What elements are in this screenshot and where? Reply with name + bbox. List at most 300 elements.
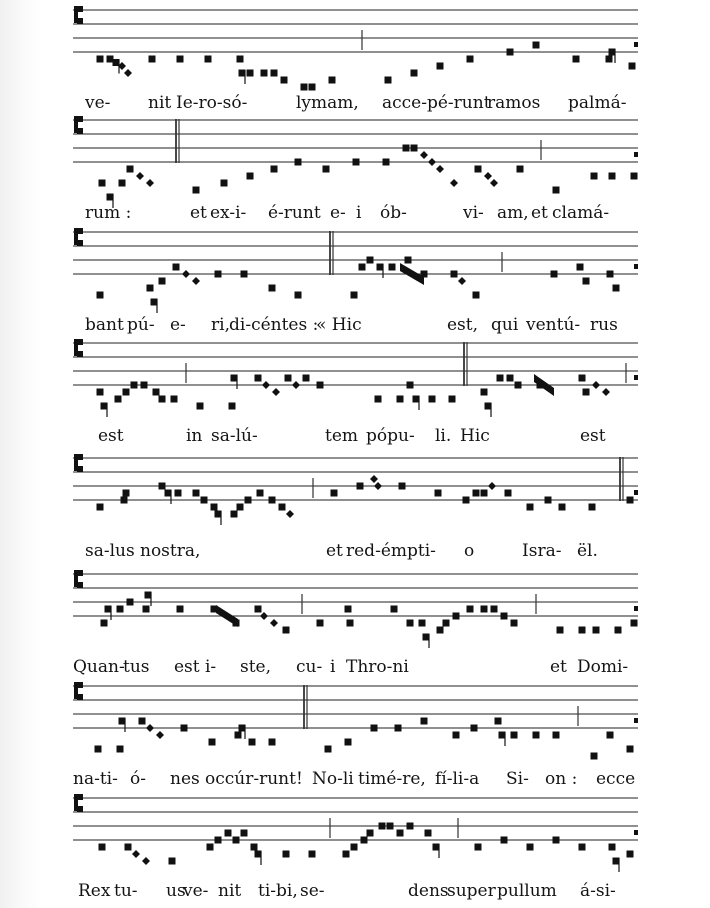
rhombus-neume — [272, 388, 280, 396]
rhombus-neume — [428, 158, 436, 166]
c-clef-icon — [74, 570, 83, 588]
c-clef-icon — [74, 794, 83, 812]
punctum-neume — [117, 746, 124, 753]
punctum-neume — [579, 844, 586, 851]
punctum-neume — [399, 483, 406, 490]
punctum-neume — [527, 504, 534, 511]
punctum-neume — [435, 490, 442, 497]
rhombus-neume — [602, 388, 610, 396]
punctum-neume — [251, 844, 258, 851]
punctum-neume — [173, 264, 180, 271]
punctum-neume — [353, 159, 360, 166]
lyric-syllable: Rex — [78, 881, 111, 901]
punctum-neume — [533, 732, 540, 739]
punctum-neume — [271, 70, 278, 77]
punctum-neume — [343, 851, 350, 858]
punctum-neume — [453, 732, 460, 739]
rhombus-neume — [370, 475, 378, 483]
punctum-neume — [97, 504, 104, 511]
punctum-neume — [421, 718, 428, 725]
punctum-neume — [577, 264, 584, 271]
rhombus-neume — [260, 612, 268, 620]
punctum-neume — [361, 837, 368, 844]
punctum-neume — [309, 84, 316, 91]
rhombus-neume — [292, 381, 300, 389]
punctum-neume — [159, 278, 166, 285]
lyric-syllable: Quan- — [73, 657, 125, 677]
punctum-neume — [606, 56, 613, 63]
punctum-neume — [257, 490, 264, 497]
punctum-neume — [237, 504, 244, 511]
punctum-neume — [627, 851, 634, 858]
lyric-syllable: sa-lus — [85, 541, 135, 561]
punctum-neume — [99, 844, 106, 851]
punctum-neume — [383, 159, 390, 166]
lyric-syllable: ó- — [130, 769, 146, 789]
punctum-neume — [481, 606, 488, 613]
punctum-neume — [255, 375, 262, 382]
lyric-syllable: tu- — [114, 881, 138, 901]
punctum-neume — [375, 396, 382, 403]
punctum-neume — [121, 497, 128, 504]
punctum-neume — [397, 396, 404, 403]
punctum-neume — [211, 504, 218, 511]
punctum-neume — [497, 375, 504, 382]
punctum-neume — [209, 739, 216, 746]
punctum-neume — [405, 257, 412, 264]
punctum-neume — [467, 56, 474, 63]
lyric-syllable: cu- — [296, 657, 323, 677]
punctum-neume — [279, 504, 286, 511]
lyric-syllable: Hic — [460, 426, 490, 446]
punctum-neume — [501, 613, 508, 620]
rhombus-neume — [458, 277, 466, 285]
rhombus-neume — [374, 482, 382, 490]
lyric-syllable: é-runt — [268, 203, 321, 223]
punctum-neume — [149, 56, 156, 63]
lyric-syllable: bant — [85, 315, 124, 335]
punctum-neume — [193, 490, 200, 497]
lyric-syllable: fí-li-a — [435, 769, 480, 789]
punctum-neume — [197, 403, 204, 410]
lyric-syllable: et — [550, 657, 567, 677]
punctum-neume — [551, 271, 558, 278]
punctum-neume — [387, 823, 394, 830]
lyric-syllable: et — [531, 203, 548, 223]
lyric-syllable: ób- — [380, 203, 407, 223]
punctum-neume — [591, 753, 598, 760]
lyric-syllable: Domi- — [577, 657, 629, 677]
punctum-neume — [411, 70, 418, 77]
lyric-syllable: Si- — [506, 769, 529, 789]
punctum-neume — [99, 180, 106, 187]
punctum-neume — [119, 180, 126, 187]
punctum-neume — [131, 382, 138, 389]
punctum-neume — [481, 389, 488, 396]
punctum-neume — [317, 382, 324, 389]
lyric-syllable: i — [330, 657, 336, 677]
lyric-syllable: pú- — [127, 315, 155, 335]
punctum-neume — [385, 77, 392, 84]
punctum-neume — [215, 271, 222, 278]
lyric-syllable: Ie-ro-só- — [176, 93, 248, 113]
punctum-neume — [533, 42, 540, 49]
punctum-neume — [231, 511, 238, 518]
lyric-syllable: ël. — [577, 541, 598, 561]
punctum-neume — [467, 606, 474, 613]
c-clef-icon — [74, 116, 83, 134]
lyric-syllable: occúr-runt! — [205, 769, 303, 789]
lyric-syllable: i- — [205, 657, 217, 677]
punctum-neume — [615, 627, 622, 634]
lyric-syllable: tus — [123, 657, 150, 677]
lyric-syllable: et — [326, 541, 343, 561]
rhombus-neume — [450, 179, 458, 187]
punctum-neume — [241, 830, 248, 837]
punctum-neume — [407, 823, 414, 830]
punctum-neume — [241, 271, 248, 278]
punctum-neume — [443, 620, 450, 627]
punctum-neume — [557, 627, 564, 634]
lyric-syllable: dens — [408, 881, 449, 901]
punctum-neume — [463, 497, 470, 504]
lyric-syllable: est, — [447, 315, 479, 335]
punctum-neume — [511, 620, 518, 627]
lyric-syllable: nit — [148, 93, 172, 113]
punctum-neume — [301, 84, 308, 91]
lyric-syllable: est — [98, 426, 124, 446]
rhombus-neume — [420, 151, 428, 159]
lyric-syllable: timé-re, — [358, 769, 426, 789]
punctum-neume — [201, 497, 208, 504]
rhombus-neume — [592, 381, 600, 389]
punctum-neume — [579, 627, 586, 634]
rhombus-neume — [146, 724, 154, 732]
lyric-syllable: o — [464, 541, 475, 561]
punctum-neume — [359, 264, 366, 271]
punctum-neume — [419, 620, 426, 627]
punctum-neume — [425, 830, 432, 837]
lyric-syllable: ve- — [183, 881, 209, 901]
lyric-syllable: super — [447, 881, 496, 901]
lyric-syllable: vi- — [463, 203, 484, 223]
lyric-syllable: pullum — [497, 881, 557, 901]
custos-mark — [634, 152, 638, 157]
punctum-neume — [175, 490, 182, 497]
lyric-syllable: i — [356, 203, 362, 223]
punctum-neume — [573, 56, 580, 63]
rhombus-neume — [182, 270, 190, 278]
punctum-neume — [507, 49, 514, 56]
punctum-neume — [345, 739, 352, 746]
lyric-syllable: Isra- — [522, 541, 562, 561]
staff-system — [73, 6, 638, 91]
punctum-neume — [403, 145, 410, 152]
lyric-syllable: palmá- — [568, 93, 627, 113]
custos-mark — [634, 42, 638, 47]
lyric-syllable: á-si- — [580, 881, 616, 901]
rhombus-neume — [262, 381, 270, 389]
custos-mark — [634, 490, 638, 495]
punctum-neume — [449, 396, 456, 403]
punctum-neume — [473, 292, 480, 299]
punctum-neume — [309, 851, 316, 858]
punctum-neume — [371, 725, 378, 732]
punctum-neume — [471, 725, 478, 732]
punctum-neume — [207, 844, 214, 851]
punctum-neume — [285, 375, 292, 382]
punctum-neume — [407, 620, 414, 627]
rhombus-neume — [136, 172, 144, 180]
custos-mark — [634, 718, 638, 723]
punctum-neume — [473, 490, 480, 497]
punctum-neume — [583, 278, 590, 285]
punctum-neume — [283, 851, 290, 858]
punctum-neume — [181, 725, 188, 732]
punctum-neume — [95, 746, 102, 753]
punctum-neume — [123, 389, 130, 396]
punctum-neume — [281, 77, 288, 84]
rhombus-neume — [142, 857, 150, 865]
punctum-neume — [97, 389, 104, 396]
lyric-syllable: « Hic — [316, 315, 362, 335]
lyric-syllable: li. — [435, 426, 452, 446]
punctum-neume — [429, 396, 436, 403]
punctum-neume — [139, 718, 146, 725]
punctum-neume — [553, 837, 560, 844]
punctum-neume — [247, 173, 254, 180]
punctum-neume — [627, 497, 634, 504]
punctum-neume — [451, 271, 458, 278]
lyric-syllable: tem — [325, 426, 359, 446]
punctum-neume — [559, 504, 566, 511]
rhombus-neume — [124, 69, 132, 77]
punctum-neume — [295, 292, 302, 299]
punctum-neume — [177, 56, 184, 63]
punctum-neume — [505, 490, 512, 497]
punctum-neume — [579, 375, 586, 382]
custos-mark — [634, 830, 638, 835]
lyric-syllable: rus — [590, 315, 618, 335]
c-clef-icon — [74, 6, 83, 24]
punctum-neume — [205, 56, 212, 63]
punctum-neume — [357, 483, 364, 490]
lyric-syllable: ste, — [240, 657, 272, 677]
punctum-neume — [171, 396, 178, 403]
lyric-syllable: se- — [300, 881, 325, 901]
punctum-neume — [631, 173, 638, 180]
lyric-syllable: e- — [170, 315, 186, 335]
punctum-neume — [117, 606, 124, 613]
staff-system — [73, 570, 638, 648]
staff-system — [73, 116, 638, 208]
lyric-syllable: qui — [491, 315, 519, 335]
lyric-syllable: Thro-ni — [346, 657, 409, 677]
punctum-neume — [107, 56, 114, 63]
punctum-neume — [475, 844, 482, 851]
punctum-neume — [143, 606, 150, 613]
punctum-neume — [169, 858, 176, 865]
c-clef-icon — [74, 682, 83, 700]
lyric-syllable: in — [186, 426, 203, 446]
punctum-neume — [507, 375, 514, 382]
punctum-neume — [97, 292, 104, 299]
punctum-neume — [235, 732, 242, 739]
lyric-syllable: e- — [330, 203, 346, 223]
custos-mark — [634, 375, 638, 380]
punctum-neume — [159, 396, 166, 403]
lyric-syllable: na-ti- — [73, 769, 118, 789]
lyric-syllable: on : — [545, 769, 578, 789]
punctum-neume — [245, 497, 252, 504]
rhombus-neume — [146, 179, 154, 187]
punctum-neume — [225, 830, 232, 837]
punctum-neume — [345, 606, 352, 613]
staff-system — [73, 228, 638, 313]
punctum-neume — [269, 497, 276, 504]
punctum-neume — [159, 483, 166, 490]
punctum-neume — [395, 725, 402, 732]
c-clef-icon — [74, 228, 83, 246]
punctum-neume — [553, 187, 560, 194]
punctum-neume — [491, 606, 498, 613]
lyric-syllable: ramos — [487, 93, 541, 113]
punctum-neume — [331, 490, 338, 497]
punctum-neume — [215, 837, 222, 844]
lyric-syllable: ve- — [85, 93, 111, 113]
staff-system — [73, 454, 638, 525]
punctum-neume — [247, 70, 254, 77]
c-clef-icon — [74, 339, 83, 357]
punctum-neume — [283, 627, 290, 634]
punctum-neume — [397, 830, 404, 837]
punctum-neume — [325, 746, 332, 753]
lyric-syllable: nit — [218, 881, 242, 901]
punctum-neume — [261, 70, 268, 77]
punctum-neume — [115, 396, 122, 403]
punctum-neume — [481, 490, 488, 497]
punctum-neume — [97, 56, 104, 63]
punctum-neume — [609, 844, 616, 851]
punctum-neume — [627, 746, 634, 753]
punctum-neume — [389, 264, 396, 271]
punctum-neume — [589, 504, 596, 511]
lyric-syllable: clamá- — [552, 203, 610, 223]
lyric-syllable: sa-lú- — [211, 426, 258, 446]
punctum-neume — [269, 285, 276, 292]
punctum-neume — [141, 382, 148, 389]
punctum-neume — [351, 844, 358, 851]
lyric-syllable: di-céntes : — [229, 315, 319, 335]
punctum-neume — [379, 823, 386, 830]
lyric-syllable: nes — [170, 769, 200, 789]
punctum-neume — [367, 257, 374, 264]
punctum-neume — [271, 166, 278, 173]
punctum-neume — [147, 285, 154, 292]
rhombus-neume — [132, 850, 140, 858]
punctum-neume — [295, 159, 302, 166]
rhombus-neume — [270, 619, 278, 627]
lyric-syllable: ri, — [211, 315, 230, 335]
punctum-neume — [229, 403, 236, 410]
punctum-neume — [437, 63, 444, 70]
lyric-syllable: red-émpti- — [346, 541, 436, 561]
lyric-syllable: rum : — [85, 203, 132, 223]
rhombus-neume — [192, 277, 200, 285]
custos-mark — [634, 264, 638, 269]
lyric-syllable: est — [580, 426, 606, 446]
lyric-syllable: ventú- — [526, 315, 581, 335]
staff-system — [73, 339, 638, 417]
punctum-neume — [411, 145, 418, 152]
rhombus-neume — [488, 482, 496, 490]
rhombus-neume — [436, 165, 444, 173]
punctum-neume — [609, 173, 616, 180]
punctum-neume — [329, 77, 336, 84]
punctum-neume — [511, 732, 518, 739]
lyric-syllable: am, — [497, 203, 529, 223]
rhombus-neume — [484, 172, 492, 180]
staff-system — [73, 794, 638, 872]
lyric-syllable: et — [190, 203, 207, 223]
punctum-neume — [613, 285, 620, 292]
punctum-neume — [367, 830, 374, 837]
punctum-neume — [347, 620, 354, 627]
lyric-syllable: acce-pé-runt — [382, 93, 491, 113]
punctum-neume — [249, 739, 256, 746]
punctum-neume — [127, 599, 134, 606]
punctum-neume — [323, 166, 330, 173]
punctum-neume — [607, 271, 614, 278]
punctum-neume — [527, 844, 534, 851]
punctum-neume — [515, 382, 522, 389]
punctum-neume — [583, 389, 590, 396]
punctum-neume — [255, 606, 262, 613]
c-clef-icon — [74, 454, 83, 472]
punctum-neume — [517, 166, 524, 173]
punctum-neume — [233, 837, 240, 844]
lyric-syllable: ti-bi, — [258, 881, 298, 901]
punctum-neume — [237, 56, 244, 63]
punctum-neume — [193, 187, 200, 194]
punctum-neume — [553, 732, 560, 739]
lyric-syllable: ex-i- — [210, 203, 247, 223]
punctum-neume — [407, 382, 414, 389]
punctum-neume — [495, 718, 502, 725]
lyric-syllable: nostra, — [140, 541, 201, 561]
lyric-syllable: lymam, — [296, 93, 359, 113]
punctum-neume — [153, 389, 160, 396]
punctum-neume — [607, 732, 614, 739]
punctum-neume — [593, 627, 600, 634]
punctum-neume — [631, 620, 638, 627]
rhombus-neume — [156, 731, 164, 739]
punctum-neume — [351, 292, 358, 299]
lyric-syllable: ecce — [596, 769, 636, 789]
punctum-neume — [317, 620, 324, 627]
punctum-neume — [629, 63, 636, 70]
punctum-neume — [501, 837, 508, 844]
lyric-syllable: us — [166, 881, 186, 901]
punctum-neume — [125, 844, 132, 851]
punctum-neume — [123, 490, 130, 497]
punctum-neume — [453, 613, 460, 620]
lyric-syllable: pópu- — [366, 426, 415, 446]
lyric-syllable: est — [174, 657, 200, 677]
punctum-neume — [391, 606, 398, 613]
custos-mark — [634, 606, 638, 611]
punctum-neume — [437, 627, 444, 634]
